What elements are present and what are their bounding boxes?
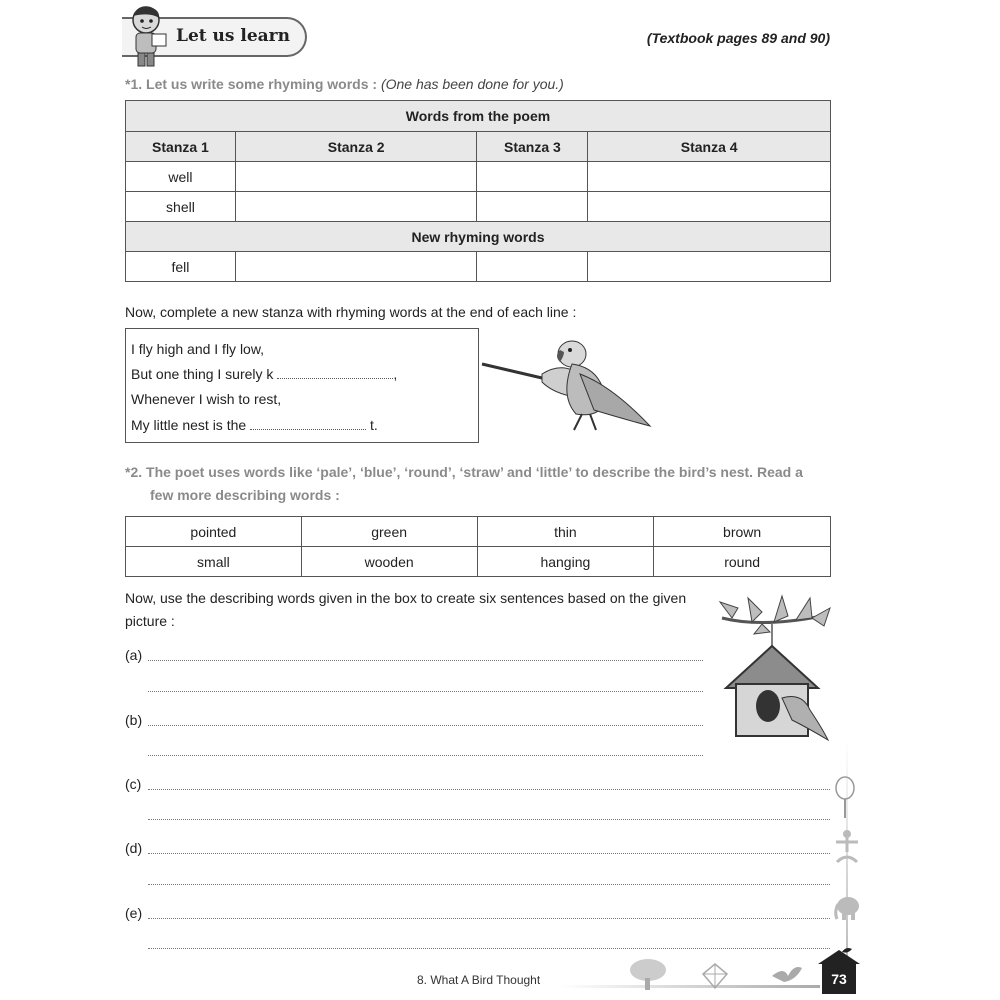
- answer-line[interactable]: [148, 917, 830, 919]
- kite-icon: [700, 962, 730, 990]
- answer-line[interactable]: [148, 690, 703, 692]
- answer-label-d: (d): [125, 840, 143, 856]
- column-header: Stanza 1: [126, 132, 236, 162]
- question-1-heading: [125, 76, 564, 92]
- describing-word: thin: [477, 517, 654, 547]
- racket-icon: [832, 776, 858, 820]
- boy-reading-icon: [124, 4, 172, 70]
- answer-cell[interactable]: [235, 192, 477, 222]
- yoga-figure-icon: [832, 828, 862, 866]
- stanza-line-2-end: ,: [393, 366, 398, 382]
- stanza-instruction: Now, complete a new stanza with rhyming words at the end of each line :: [125, 304, 577, 320]
- page-number: 73: [822, 964, 856, 994]
- answer-label-e: (e): [125, 905, 143, 921]
- describing-word: pointed: [126, 517, 302, 547]
- describing-word: hanging: [477, 547, 654, 577]
- question-2-heading-continued: few more describing words :: [150, 487, 340, 503]
- stanza-box: [125, 328, 479, 443]
- answer-cell[interactable]: [235, 162, 477, 192]
- page-number-roof-icon: [816, 946, 862, 966]
- sentences-instruction: Now, use the describing words given in the box to create six sentences based on the given: [125, 590, 687, 606]
- answer-line[interactable]: [148, 818, 830, 820]
- table-cell: fell: [126, 252, 236, 282]
- describing-word: small: [126, 547, 302, 577]
- bird-icon: [770, 962, 804, 988]
- answer-line[interactable]: [148, 852, 830, 854]
- table-section-header: Words from the poem: [126, 101, 831, 132]
- answer-label-b: (b): [125, 712, 143, 728]
- section-title: Let us learn: [176, 26, 290, 46]
- blank-line[interactable]: [250, 419, 366, 430]
- answer-cell[interactable]: [588, 162, 831, 192]
- textbook-reference: (Textbook pages 89 and 90): [646, 30, 830, 46]
- answer-line[interactable]: [148, 788, 830, 790]
- answer-cell[interactable]: [588, 252, 831, 282]
- parrot-with-stick-icon: [480, 334, 656, 438]
- describing-word: green: [301, 517, 477, 547]
- answer-line[interactable]: [148, 659, 703, 661]
- answer-line[interactable]: [148, 724, 703, 726]
- table-cell: shell: [126, 192, 236, 222]
- question-1-note: (One has been done for you.): [380, 76, 564, 92]
- elephant-icon: [832, 892, 862, 922]
- tree-icon: [628, 958, 668, 990]
- question-1-text: *1. Let us write some rhyming words :: [125, 76, 381, 92]
- sentences-instruction-continued: picture :: [125, 613, 175, 629]
- chapter-title: 8. What A Bird Thought: [417, 973, 541, 987]
- stanza-line-4-end: t.: [369, 417, 378, 433]
- column-header: Stanza 4: [588, 132, 831, 162]
- table-cell: well: [126, 162, 236, 192]
- blank-line[interactable]: [277, 368, 393, 379]
- stanza-line-4-start: My little nest is the: [131, 417, 247, 433]
- stanza-line-2-start: But one thing I surely k: [131, 366, 274, 382]
- stanza-line-4: [131, 417, 378, 433]
- stanza-line-2: [131, 366, 397, 382]
- answer-label-a: (a): [125, 647, 143, 663]
- answer-label-c: (c): [125, 776, 142, 792]
- table-section-header: New rhyming words: [126, 222, 831, 252]
- column-header: Stanza 2: [235, 132, 477, 162]
- answer-cell[interactable]: [477, 252, 588, 282]
- column-header: Stanza 3: [477, 132, 588, 162]
- rhyming-words-table: [125, 100, 831, 282]
- stanza-line-3: Whenever I wish to rest,: [131, 391, 282, 407]
- birdhouse-tree-icon: [712, 588, 834, 744]
- answer-line[interactable]: [148, 883, 830, 885]
- describing-words-table: [125, 516, 831, 577]
- describing-word: brown: [654, 517, 831, 547]
- stanza-line-1: I fly high and I fly low,: [131, 341, 265, 357]
- question-2-heading: *2. The poet uses words like ‘pale’, ‘blue’, ‘round’, ‘straw’ and ‘little’ to describe the bird’s nest. Read a: [125, 464, 803, 480]
- answer-cell[interactable]: [477, 192, 588, 222]
- describing-word: round: [654, 547, 831, 577]
- answer-cell[interactable]: [235, 252, 477, 282]
- answer-cell[interactable]: [477, 162, 588, 192]
- answer-line[interactable]: [148, 947, 830, 949]
- answer-cell[interactable]: [588, 192, 831, 222]
- answer-line[interactable]: [148, 754, 703, 756]
- describing-word: wooden: [301, 547, 477, 577]
